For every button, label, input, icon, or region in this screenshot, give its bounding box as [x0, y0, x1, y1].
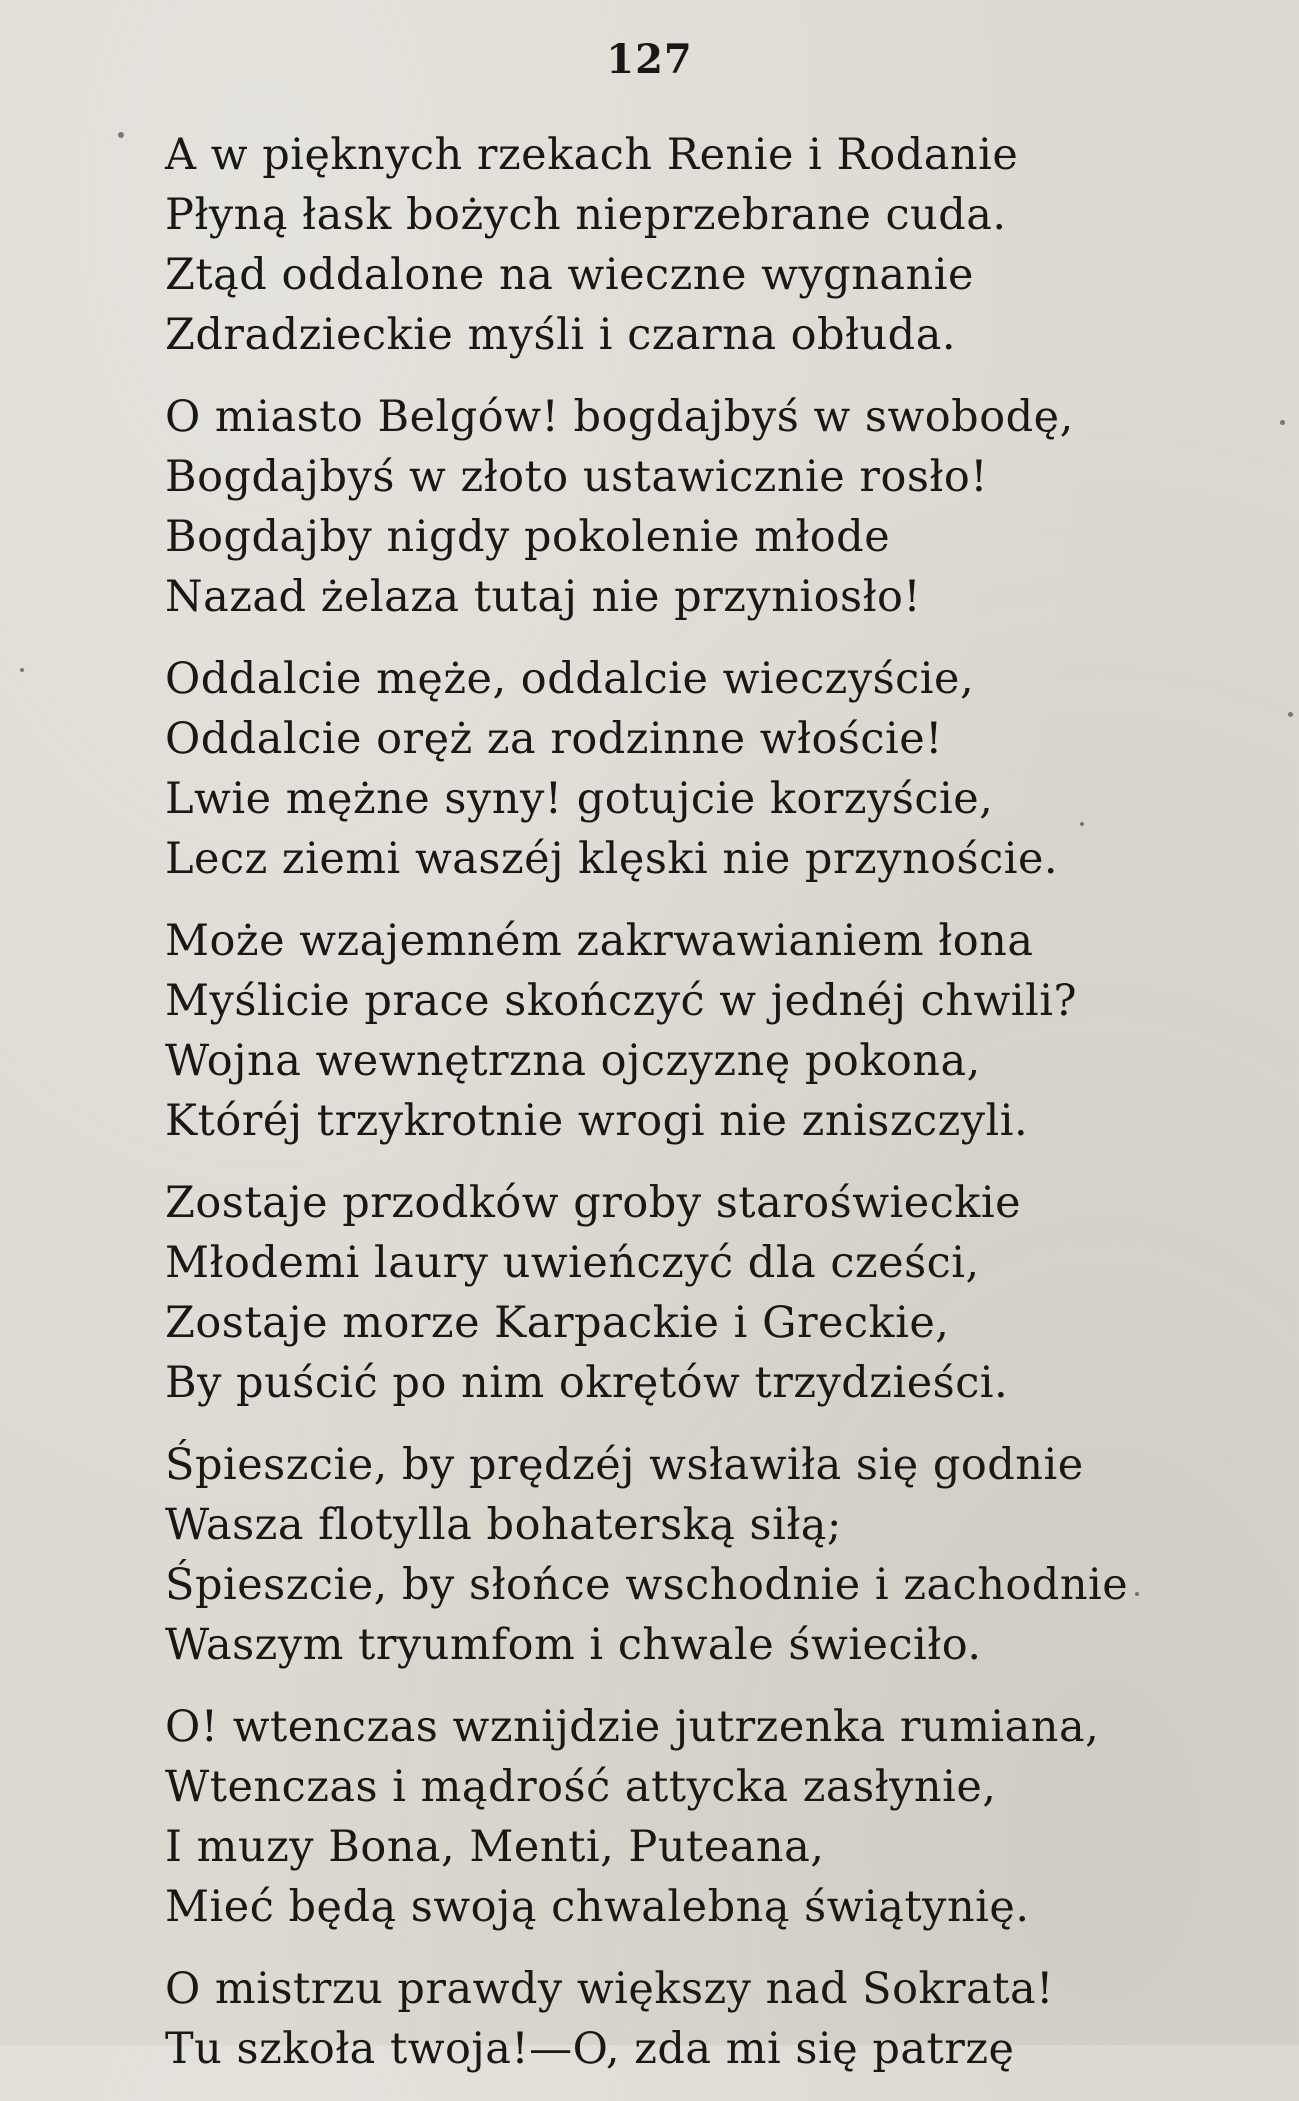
paper-speck: [1080, 822, 1084, 826]
verse-line: Lwie mężne syny! gotujcie korzyście,: [165, 774, 994, 824]
verse-line: Oddalcie oręż za rodzinne włoście!: [165, 714, 943, 764]
verse-line: Ztąd oddalone na wieczne wygnanie: [165, 250, 974, 300]
paper-speck: [1288, 712, 1293, 717]
verse-line: A w pięknych rzekach Renie i Rodanie: [165, 130, 1019, 180]
verse-line: Wojna wewnętrzna ojczyznę pokona,: [165, 1036, 981, 1086]
verse-line: I muzy Bona, Menti, Puteana,: [165, 1822, 825, 1872]
stanza: [165, 911, 1265, 1151]
verse-line: Zdradzieckie myśli i czarna obłuda.: [165, 310, 957, 360]
paper-speck: [20, 668, 24, 672]
verse-line: Tu szkoła twoja!—O, zda mi się patrzę: [165, 2024, 1015, 2074]
stanza: [165, 1173, 1265, 1413]
verse-line: O mistrzu prawdy większy nad Sokrata!: [165, 1964, 1054, 2014]
verse-line: O miasto Belgów! bogdajbyś w swobodę,: [165, 392, 1074, 442]
paper-speck: [1135, 1592, 1139, 1596]
verse-line: Młodemi laury uwieńczyć dla cześci,: [165, 1238, 980, 1288]
stanza: [165, 125, 1265, 365]
verse-line: Nazad żelaza tutaj nie przyniosło!: [165, 572, 922, 622]
stanza: [165, 1697, 1265, 1937]
stanza: [165, 1435, 1265, 1675]
paper-speck: [1280, 420, 1285, 425]
poem-text: [165, 125, 1265, 2101]
verse-line: O! wtenczas wznijdzie jutrzenka rumiana,: [165, 1702, 1100, 1752]
verse-line: Śpieszcie, by słońce wschodnie i zachodnie: [165, 1560, 1129, 1610]
page-number: 127: [606, 36, 693, 83]
verse-line: Lecz ziemi waszéj klęski nie przynoście.: [165, 834, 1059, 884]
verse-line: Wtenczas i mądrość attycka zasłynie,: [165, 1762, 997, 1812]
verse-line: Bogdajby nigdy pokolenie młode: [165, 512, 891, 562]
verse-line: Może wzajemném zakrwawianiem łona: [165, 916, 1034, 966]
verse-line: Mieć będą swoją chwalebną świątynię.: [165, 1882, 1030, 1932]
verse-line: Któréj trzykrotnie wrogi nie zniszczyli.: [165, 1096, 1029, 1146]
stanza: [165, 649, 1265, 889]
verse-line: Zostaje przodków groby staroświeckie: [165, 1178, 1022, 1228]
stanza: [165, 1959, 1265, 2079]
verse-line: Myślicie prace skończyć w jednéj chwili?: [165, 976, 1078, 1026]
verse-line: Bogdajbyś w złoto ustawicznie rosło!: [165, 452, 989, 502]
verse-line: Zostaje morze Karpackie i Greckie,: [165, 1298, 950, 1348]
paper-speck: [118, 132, 124, 138]
verse-line: Oddalcie męże, oddalcie wieczyście,: [165, 654, 975, 704]
verse-line: Wasza flotylla bohaterską siłą;: [165, 1500, 842, 1550]
verse-line: By puścić po nim okrętów trzydzieści.: [165, 1358, 1009, 1408]
stanza: [165, 387, 1265, 627]
verse-line: Śpieszcie, by prędzéj wsławiła się godnie: [165, 1440, 1084, 1490]
verse-line: Płyną łask bożych nieprzebrane cuda.: [165, 190, 1007, 240]
verse-line: Waszym tryumfom i chwale świeciło.: [165, 1620, 982, 1670]
